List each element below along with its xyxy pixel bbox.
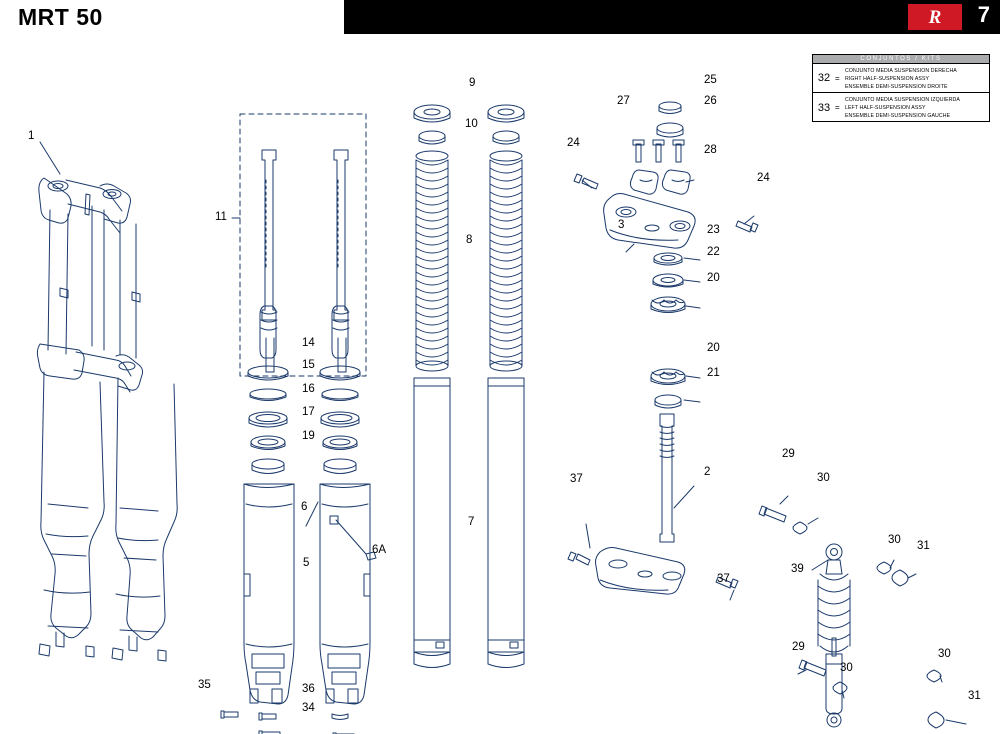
- leader-line: [684, 280, 700, 282]
- callout-24-right: 24: [757, 172, 770, 184]
- callout-29-lower: 29: [792, 641, 805, 653]
- callout-34: 34: [302, 702, 315, 714]
- leader-line: [586, 524, 590, 548]
- brand-logo-letter: R: [928, 6, 942, 28]
- kit-number: 32: [817, 72, 831, 84]
- leader-line: [730, 590, 734, 600]
- callout-9: 9: [469, 77, 476, 89]
- callout-8: 8: [466, 234, 473, 246]
- callout-7: 7: [468, 516, 475, 528]
- callout-25: 25: [704, 74, 717, 86]
- page-number: 7: [977, 2, 990, 27]
- callout-10: 10: [465, 118, 478, 130]
- callout-23: 23: [707, 224, 720, 236]
- callout-20-lower: 20: [707, 342, 720, 354]
- callout-3: 3: [618, 219, 625, 231]
- callout-2: 2: [704, 466, 711, 478]
- callout-17: 17: [302, 406, 315, 418]
- callout-31-a: 31: [917, 540, 930, 552]
- callout-6a: 6A: [372, 544, 387, 556]
- leader-line: [798, 670, 806, 674]
- part-20-23-bearings: [651, 253, 685, 408]
- page-badge: [870, 0, 1000, 34]
- part-2-steering-stem: [568, 414, 738, 594]
- kit-description-line: CONJUNTO MEDIA SUSPENSION DERECHA: [845, 68, 957, 74]
- callout-26: 26: [704, 95, 717, 107]
- leader-line: [40, 142, 60, 174]
- kit-description-line: CONJUNTO MEDIA SUSPENSION IZQUIERDA: [845, 97, 960, 103]
- callout-1: 1: [28, 130, 35, 142]
- kit-equals: =: [835, 103, 840, 112]
- callout-35: 35: [198, 679, 211, 691]
- callout-39: 39: [791, 563, 804, 575]
- part-39-rear-shock: [818, 544, 850, 727]
- callout-24-left: 24: [567, 137, 580, 149]
- leader-line: [686, 376, 700, 378]
- callout-27: 27: [617, 95, 630, 107]
- callout-20-upper: 20: [707, 272, 720, 284]
- part-34-36-fasteners: [221, 711, 354, 734]
- callout-36: 36: [302, 683, 315, 695]
- kit-description-line: RIGHT HALF-SUSPENSION ASSY: [845, 76, 930, 83]
- leader-line: [674, 486, 694, 508]
- callout-30-d: 30: [938, 648, 951, 660]
- callout-37-right: 37: [717, 573, 730, 585]
- callout-30-a: 30: [817, 472, 830, 484]
- kit-description-line: ENSEMBLE DEMI-SUSPENSION DROITE: [845, 84, 948, 91]
- leader-line: [780, 496, 788, 504]
- callout-30-c: 30: [840, 662, 853, 674]
- callout-5: 5: [303, 557, 310, 569]
- callout-14: 14: [302, 337, 315, 349]
- part-3-upper-yoke: [574, 174, 758, 248]
- callout-29-upper: 29: [782, 448, 795, 460]
- callout-22: 22: [707, 246, 720, 258]
- leader-line: [684, 400, 700, 402]
- leader-line: [808, 518, 818, 524]
- callout-16: 16: [302, 383, 315, 395]
- title-bar: [0, 0, 1000, 34]
- leader-line: [336, 520, 366, 554]
- leader-line: [686, 306, 700, 308]
- part-assembled-fork: [37, 178, 177, 661]
- callout-37-left: 37: [570, 473, 583, 485]
- kit-equals: =: [835, 73, 840, 83]
- callout-31-b: 31: [968, 690, 981, 702]
- leader-line: [890, 560, 894, 568]
- callout-6: 6: [301, 501, 308, 513]
- callout-15: 15: [302, 359, 315, 371]
- leader-line: [908, 574, 916, 578]
- callout-28: 28: [704, 144, 717, 156]
- kits-legend-title: CONJUNTOS / KITS: [813, 55, 989, 64]
- kit-number: 33: [817, 101, 831, 114]
- leader-line: [812, 560, 828, 570]
- diagram-svg: [0, 34, 1000, 734]
- leader-line: [744, 216, 754, 224]
- brand-logo-icon: [908, 4, 962, 30]
- callout-30-b: 30: [888, 534, 901, 546]
- kit-description-line: ENSEMBLE DEMI-SUSPENSION GAUCHE: [845, 113, 951, 120]
- callout-21: 21: [707, 367, 720, 379]
- callout-19: 19: [302, 430, 315, 442]
- leader-line: [946, 720, 966, 724]
- part-25-28-top-hardware: [630, 102, 690, 194]
- callout-11: 11: [215, 211, 227, 223]
- leader-line: [626, 244, 634, 252]
- leader-line: [684, 258, 700, 260]
- leader-line: [306, 502, 318, 526]
- exploded-parts-diagram: [0, 34, 1000, 734]
- kit-description-line: LEFT HALF-SUSPENSION ASSY: [845, 105, 926, 112]
- part-8-fork-springs: [416, 151, 522, 371]
- page-title: MRT 50: [18, 4, 103, 30]
